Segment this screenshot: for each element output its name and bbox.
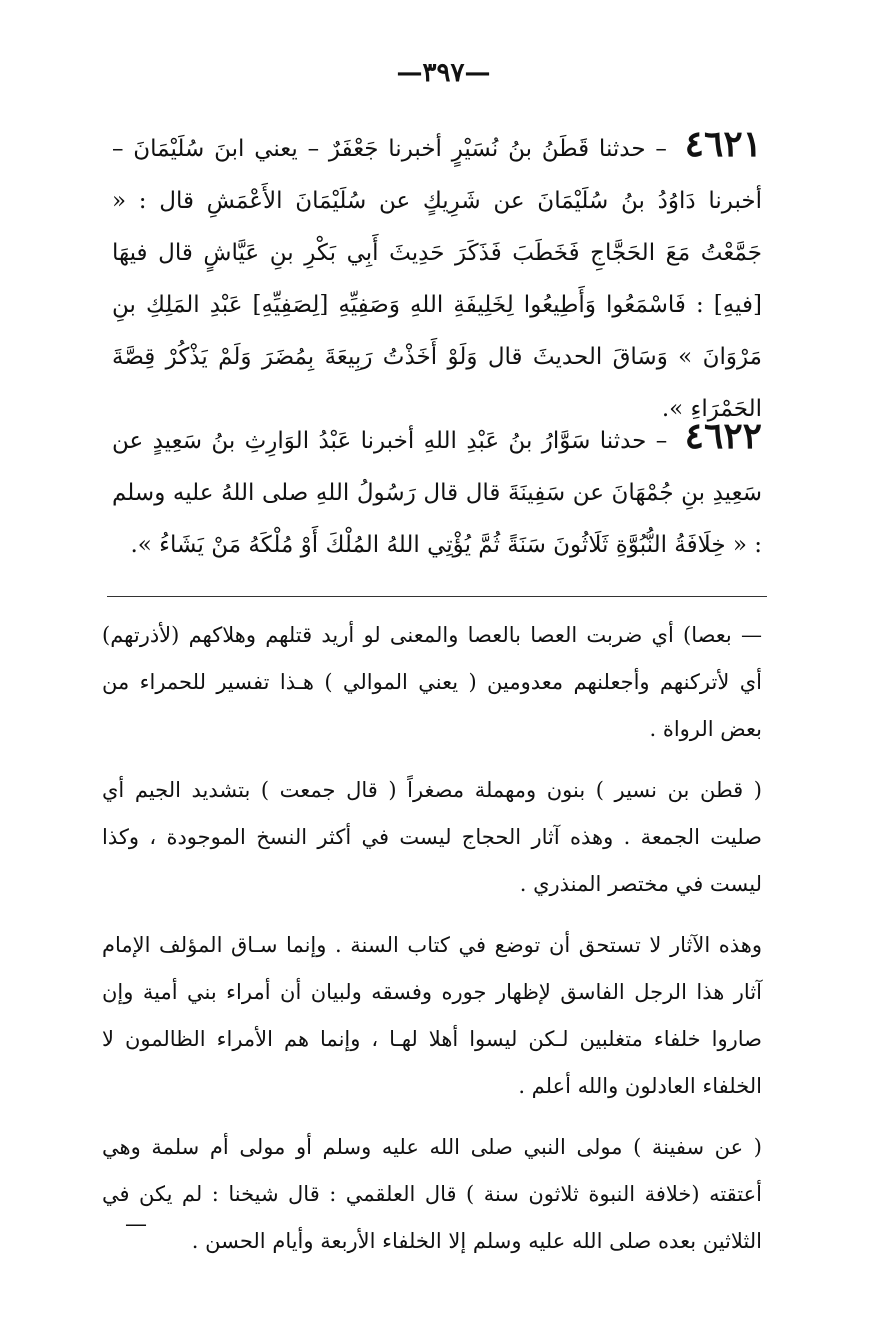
hadith-number: ٤٦٢٢: [684, 415, 763, 457]
commentary-notes: [102, 612, 762, 1279]
hadith-text: – حدثنا سَوَّارُ بنُ عَبْدِ اللهِ أخبرنا عَبْدُ الوَارِثِ بنُ سَعِيدٍ عن سَعِيدِ بنِ جُمْهَانَ عن سَفِينَةَ قال قال رَسُولُ اللهِ صلى اللهُ عليه وسلم : « خِلَافَةُ النُّبُوَّةِ ثَلَاثُونَ سَنَةً ثُمَّ يُؤْتِي اللهُ المُلْكَ أَوْ مُلْكَهُ مَنْ يَشَاءُ ».: [112, 428, 762, 558]
hadith-4622: [112, 410, 762, 571]
page-number: —٣٩٧—: [396, 58, 491, 88]
note-paragraph: ( عن سفينة ) مولى النبي صلى الله عليه وسلم أو مولى أم سلمة وهي أعتقته (خلافة النبوة ثلاثون سنة ) قال العلقمي : قال شيخنا : لم يكن في الثلاثين بعده صلى الله عليه وسلم إلا الخلفاء الأربعة وأيام الحسن .: [102, 1135, 762, 1253]
note-paragraph: وهذه الآثار لا تستحق أن توضع في كتاب السنة . وإنما سـاق المؤلف الإمام آثار هذا الرجل الفاسق لإظهار جوره وفسقه ولبيان أن أمراء بني أمية وإن صاروا خلفاء متغلبين لـكن ليسوا أهلا لهـا ، وإنما هم الأمراء الظالمون لا الخلفاء العادلون والله أعلم .: [102, 933, 762, 1098]
note-paragraph: ( قطن بن نسير ) بنون ومهملة مصغراً ( قال جمعت ) بتشديد الجيم أي صليت الجمعة . وهذه آثار الحجاج ليست في أكثر النسخ الموجودة ، وكذا ليست في مختصر المنذري .: [102, 778, 762, 896]
footnote-divider: [107, 596, 767, 597]
end-mark: —: [125, 1212, 147, 1237]
hadith-text: – حدثنا قَطَنُ بنُ نُسَيْرٍ أخبرنا جَعْفَرٌ – يعني ابنَ سُلَيْمَانَ – أخبرنا دَاوُدُ بنُ سُلَيْمَانَ عن شَرِيكٍ عن سُلَيْمَانَ الأَعْمَشِ قال : « جَمَّعْتُ مَعَ الحَجَّاجِ فَخَطَبَ فَذَكَرَ حَدِيثَ أَبِي بَكْرِ بنِ عَيَّاشٍ قال فيهَا [فيهِ] : فَاسْمَعُوا وَأَطِيعُوا لِخَلِيفَةِ اللهِ وَصَفِيِّهِ [لِصَفِيِّهِ] عَبْدِ المَلِكِ بنِ مَرْوَانَ » وَسَاقَ الحديثَ قال وَلَوْ أَخَذْتُ رَبِيعَةَ بِمُضَرَ وَلَمْ يَذْكُرْ قِصَّةَ الحَمْرَاءِ ».: [112, 136, 762, 422]
hadith-4621: [112, 118, 762, 435]
note-paragraph: — بعصا) أي ضربت العصا بالعصا والمعنى لو أريد قتلهم وهلاكهم (لأذرتهم) أي لأتركنهم وأجعلنهم معدومين ( يعني الموالي ) هـذا تفسير للحمراء من بعض الرواة .: [102, 623, 762, 741]
hadith-number: ٤٦٢١: [684, 123, 763, 165]
